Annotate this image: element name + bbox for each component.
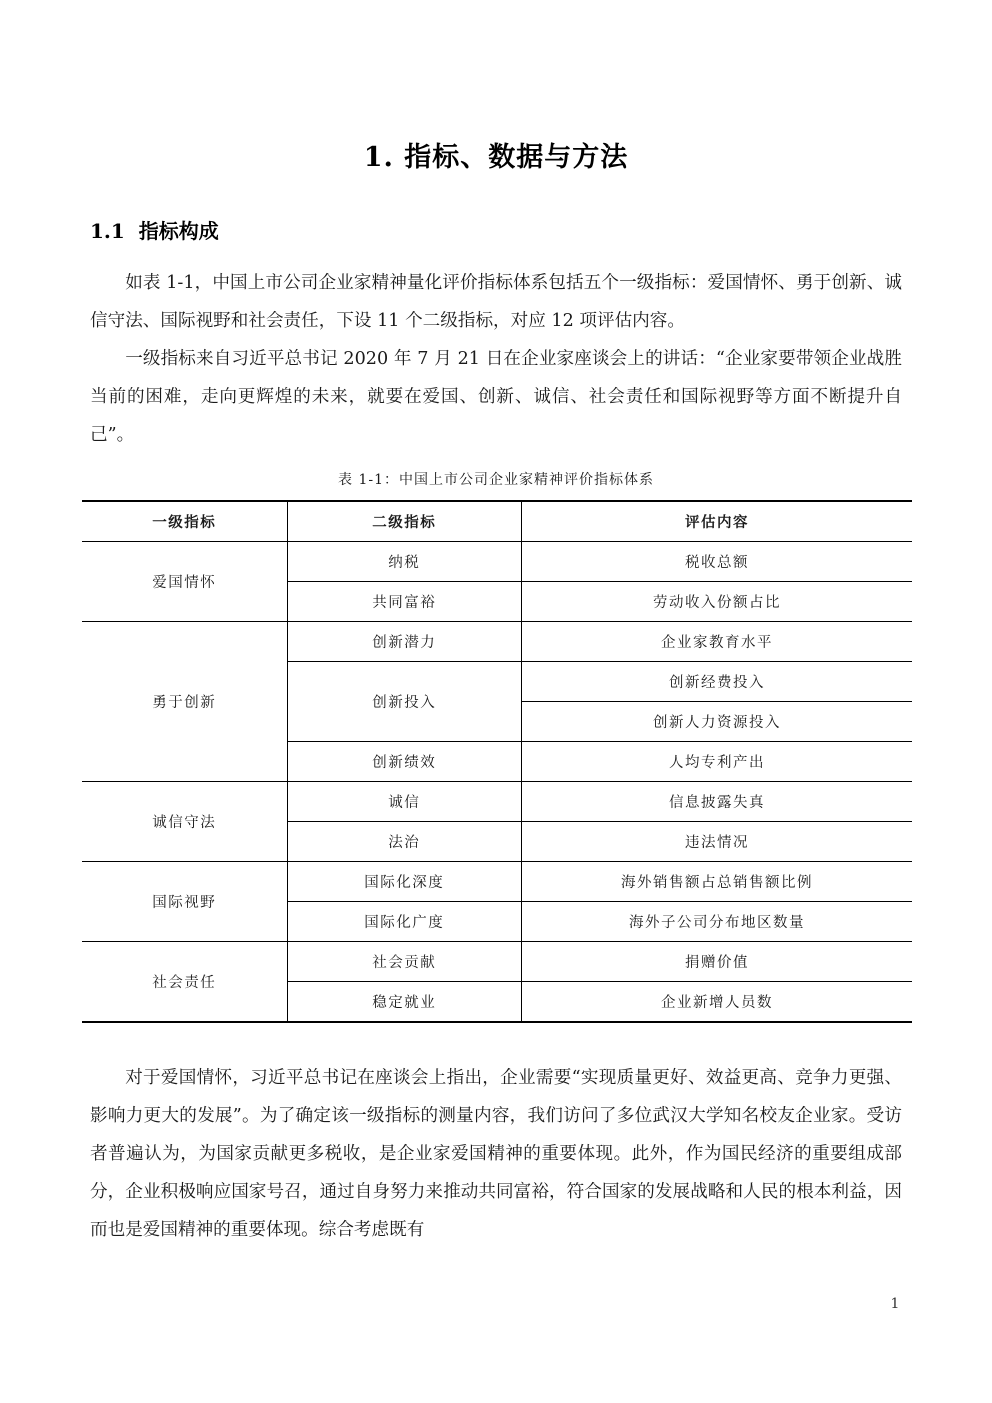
cell-content: 劳动收入份额占比: [521, 582, 912, 622]
cell-level1: 诚信守法: [82, 782, 287, 862]
table-header-row: [82, 501, 912, 542]
table-row: [82, 782, 912, 822]
table-row: [82, 942, 912, 982]
cell-level2: 国际化深度: [287, 862, 521, 902]
table-row: [82, 622, 912, 662]
section-title: 指标构成: [138, 219, 219, 243]
paragraph-patriotism: 对于爱国情怀，习近平总书记在座谈会上指出，企业需要“实现质量更好、效益更高、竞争力更强、影响力更大的发展”。为了确定该一级指标的测量内容，我们访问了多位武汉大学知名校友企业家。受访者普遍认为，为国家贡献更多税收，是企业家爱国精神的重要体现。此外，作为国民经济的重要组成部分，企业积极响应国家号召，通过自身努力来推动共同富裕，符合国家的发展战略和人民的根本利益，因而也是爱国精神的重要体现。综合考虑既有: [90, 1068, 902, 1240]
header-level1: 一级指标: [82, 501, 287, 542]
cell-content: 违法情况: [521, 822, 912, 862]
cell-content: 企业新增人员数: [521, 982, 912, 1023]
cell-level2: 创新投入: [287, 662, 521, 742]
cell-content: 企业家教育水平: [521, 622, 912, 662]
cell-level2: 共同富裕: [287, 582, 521, 622]
cell-level2: 社会贡献: [287, 942, 521, 982]
indicator-table: [82, 500, 912, 1023]
paragraph-source: 一级指标来自习近平总书记 2020 年 7 月 21 日在企业家座谈会上的讲话：“企业家要带领企业战胜当前的困难，走向更辉煌的未来，就要在爱国、创新、诚信、社会责任和国际视野等方面不断提升自己”。: [90, 349, 902, 445]
cell-level1: 社会责任: [82, 942, 287, 1023]
table-body: [82, 542, 912, 1023]
table-caption: 表 1-1：中国上市公司企业家精神评价指标体系: [338, 472, 654, 488]
section-number: 1.1: [90, 219, 125, 243]
cell-level1: 勇于创新: [82, 622, 287, 782]
cell-content: 信息披露失真: [521, 782, 912, 822]
cell-level2: 诚信: [287, 782, 521, 822]
cell-level2: 纳税: [287, 542, 521, 582]
cell-content: 税收总额: [521, 542, 912, 582]
cell-level2: 国际化广度: [287, 902, 521, 942]
cell-content: 捐赠价值: [521, 942, 912, 982]
paragraph-intro: 如表 1-1，中国上市公司企业家精神量化评价指标体系包括五个一级指标：爱国情怀、勇于创新、诚信守法、国际视野和社会责任，下设 11 个二级指标，对应 12 项评估内容。: [90, 273, 902, 331]
table-row: [82, 862, 912, 902]
cell-level2: 创新绩效: [287, 742, 521, 782]
cell-content: 海外销售额占总销售额比例: [521, 862, 912, 902]
page-title: 1. 指标、数据与方法: [363, 142, 629, 173]
table-row: [82, 542, 912, 582]
cell-content: 海外子公司分布地区数量: [521, 902, 912, 942]
page-number: 1: [890, 1296, 900, 1312]
cell-content: 人均专利产出: [521, 742, 912, 782]
cell-level2: 稳定就业: [287, 982, 521, 1023]
header-level2: 二级指标: [287, 501, 521, 542]
cell-level1: 爱国情怀: [82, 542, 287, 622]
cell-level2: 法治: [287, 822, 521, 862]
cell-content: 创新人力资源投入: [521, 702, 912, 742]
cell-level1: 国际视野: [82, 862, 287, 942]
section-heading: [90, 214, 219, 248]
cell-content: 创新经费投入: [521, 662, 912, 702]
header-content: 评估内容: [521, 501, 912, 542]
cell-level2: 创新潜力: [287, 622, 521, 662]
